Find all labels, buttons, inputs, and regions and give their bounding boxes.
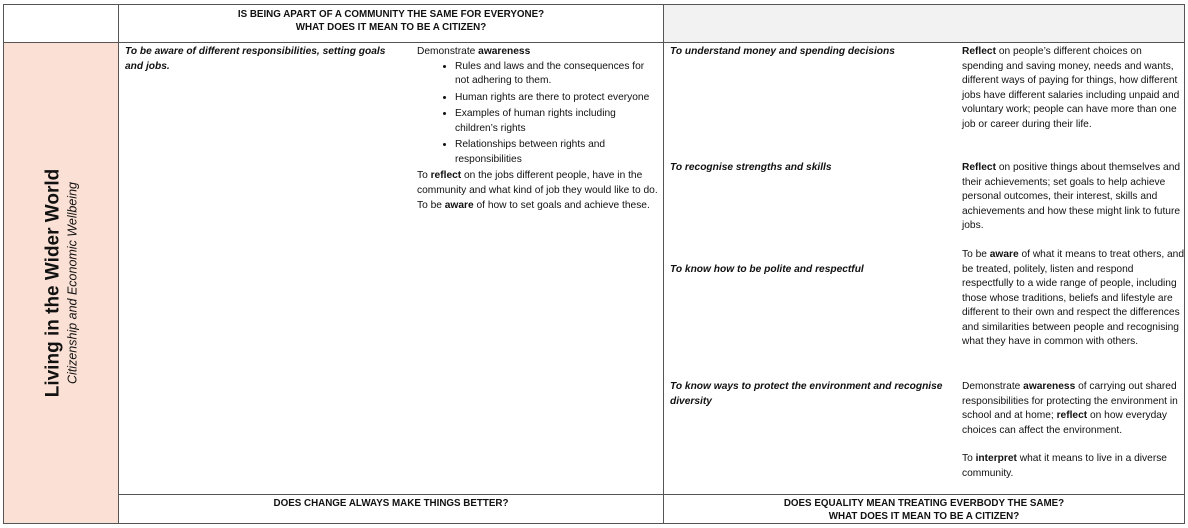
sidebar-subtitle: Citizenship and Economic Wellbeing [65, 182, 80, 384]
right-outcome-money: Reflect on people’s different choices on spending and saving money, needs and wants, different ways of paying for things, how different jobs have different salaries including unpaid and voluntary work; people can have more than one job or career during their life. [962, 46, 1180, 130]
right-objective-strengths: To recognise strengths and skills [670, 162, 832, 173]
aware-paragraph: To be aware of how to set goals and achieve these. [417, 200, 650, 211]
list-item: • Rules and laws and the consequences for not adhering to them. [455, 60, 661, 89]
header-top-left [118, 4, 664, 43]
list-item: • Examples of human rights including children’s rights [455, 107, 661, 136]
left-outcomes [417, 45, 661, 214]
header-bottom-left-text: DOES CHANGE ALWAYS MAKE THINGS BETTER? [273, 498, 509, 509]
left-content-cell [118, 42, 664, 495]
header-bottom-left [118, 494, 664, 524]
demonstrate-line: Demonstrate awareness [417, 46, 531, 57]
environment-paragraph: Demonstrate awareness of carrying out shared responsibilities for protecting the environment in school and at home; reflect on how everyday choices can affect the environment. [962, 381, 1178, 436]
right-objective-money: To understand money and spending decisions [670, 46, 895, 57]
header-top-left-line2: WHAT DOES IT MEAN TO BE A CITIZEN? [295, 21, 487, 33]
right-content-cell [663, 42, 1185, 495]
right-outcome-environment [962, 380, 1184, 481]
corner-cell [3, 4, 119, 43]
sidebar-panel [3, 42, 119, 524]
sidebar-heading [42, 169, 81, 398]
header-top-right [663, 4, 1185, 43]
right-objective-environment: To know ways to protect the environment and recognise diversity [670, 381, 943, 407]
list-item: • Human rights are there to protect everyone [455, 91, 661, 106]
header-bottom-right-line1: DOES EQUALITY MEAN TREATING EVERBODY THE SAME? [783, 498, 1065, 509]
right-objective-polite: To know how to be polite and respectful [670, 264, 864, 275]
header-bottom-right-line2: WHAT DOES IT MEAN TO BE A CITIZEN? [828, 510, 1020, 522]
left-objective: To be aware of different responsibilities, setting goals and jobs. [125, 46, 386, 72]
header-top-left-line1: IS BEING APART OF A COMMUNITY THE SAME FOR EVERYONE? [237, 9, 545, 20]
diversity-paragraph: To interpret what it means to live in a diverse community. [962, 453, 1167, 479]
header-bottom-right [663, 494, 1185, 524]
reflect-paragraph: To reflect on the jobs different people, have in the community and what kind of job they would like to do. [417, 170, 658, 196]
list-item: • Relationships between rights and responsibilities [455, 138, 661, 167]
right-outcome-polite: To be aware of what it means to treat others, and be treated, politely, listen and respond respectfully to a wide range of people, including those whose traditions, beliefs and lifestyle are different to their own and respect the differences and similarities between people and recognising what they have in common with others. [962, 249, 1185, 347]
awareness-list [417, 60, 661, 168]
sidebar-title: Living in the Wider World [42, 168, 64, 398]
right-outcome-strengths: Reflect on positive things about themselves and their achievements; set goals to help achieve personal outcomes, their interest, skills and achievements and how these might link to future jobs. [962, 162, 1181, 231]
